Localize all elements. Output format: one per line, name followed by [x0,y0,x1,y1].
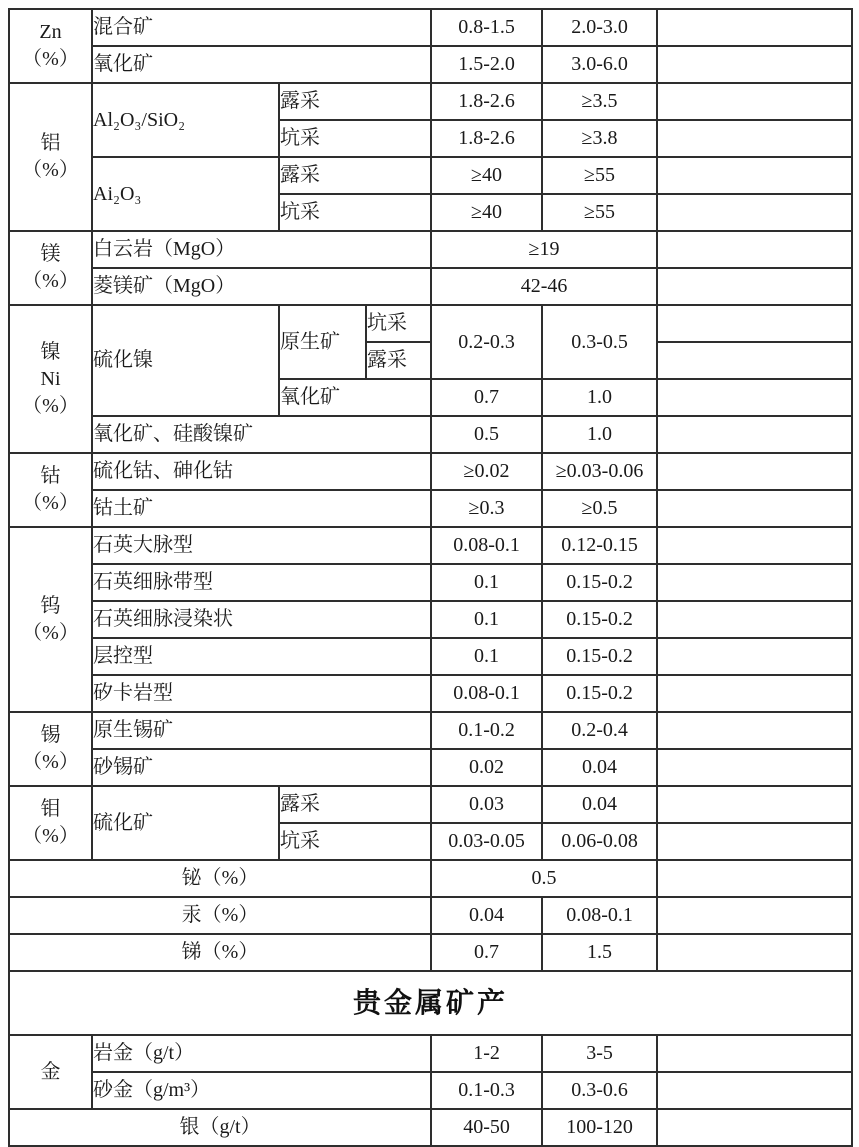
section-title-precious-metals: 贵金属矿产 [9,971,852,1035]
element-cell-zn: Zn （%） [9,9,92,83]
empty-cell [657,231,852,268]
empty-cell [657,749,852,786]
ore-type-cell: 坑采 [279,120,431,157]
empty-cell [657,83,852,120]
table-row [9,453,852,490]
table-row [9,490,852,527]
table-row [9,712,852,749]
table-row [9,305,852,342]
value-cell: ≥40 [431,194,542,231]
ore-type-cell: 坑采 [279,823,431,860]
empty-cell [657,712,852,749]
value-cell: 0.1-0.3 [431,1072,542,1109]
element-cell-au: 金 [9,1035,92,1109]
element-cell-sb: 锑（%） [9,934,431,971]
value-cell: 0.06-0.08 [542,823,657,860]
table-row [9,157,852,194]
ore-type-cell: 石英细脉带型 [92,564,431,601]
empty-cell [657,379,852,416]
element-cell-bi: 铋（%） [9,860,431,897]
empty-cell [657,1072,852,1109]
table-row [9,9,852,46]
value-cell: ≥3.5 [542,83,657,120]
ore-type-cell: 露采 [279,83,431,120]
value-cell: ≥19 [431,231,657,268]
table-row [9,897,852,934]
ore-type-cell: 原生锡矿 [92,712,431,749]
empty-cell [657,120,852,157]
empty-cell [657,638,852,675]
element-cell-w: 钨 （%） [9,527,92,712]
table-row [9,638,852,675]
table-row [9,564,852,601]
element-cell-sn: 锡 （%） [9,712,92,786]
empty-cell [657,934,852,971]
element-cell-hg: 汞（%） [9,897,431,934]
table-row [9,749,852,786]
value-cell: 42-46 [431,268,657,305]
empty-cell [657,157,852,194]
value-cell: 0.02 [431,749,542,786]
value-cell: 0.04 [431,897,542,934]
element-cell-al: 铝 （%） [9,83,92,231]
ore-type-cell: 石英细脉浸染状 [92,601,431,638]
value-cell: 0.03-0.05 [431,823,542,860]
element-cell-ag: 银（g/t） [9,1109,431,1146]
ore-type-cell: 氧化矿 [279,379,431,416]
ore-type-cell: 坑采 [366,305,431,342]
value-cell: 0.15-0.2 [542,564,657,601]
value-cell: 0.7 [431,379,542,416]
ore-type-cell: 钴土矿 [92,490,431,527]
value-cell: 0.5 [431,860,657,897]
empty-cell [657,564,852,601]
table-row [9,231,852,268]
grade-table-body [9,9,852,1146]
value-cell: 0.03 [431,786,542,823]
value-cell: 2.0-3.0 [542,9,657,46]
value-cell: 0.08-0.1 [542,897,657,934]
value-cell: ≥40 [431,157,542,194]
ore-type-cell: 露采 [279,786,431,823]
empty-cell [657,897,852,934]
table-row [9,675,852,712]
value-cell: 0.2-0.3 [431,305,542,379]
ore-type-cell: 坑采 [279,194,431,231]
table-row [9,971,852,1035]
value-cell: ≥3.8 [542,120,657,157]
value-cell: 0.7 [431,934,542,971]
value-cell: 0.15-0.2 [542,675,657,712]
value-cell: 0.15-0.2 [542,638,657,675]
value-cell: 3.0-6.0 [542,46,657,83]
ore-type-cell: 氧化矿、硅酸镍矿 [92,416,431,453]
empty-cell [657,194,852,231]
element-cell-mg: 镁 （%） [9,231,92,305]
ore-type-cell: Al₂O₃/SiO₂ [92,83,279,157]
value-cell: 0.8-1.5 [431,9,542,46]
value-cell: 40-50 [431,1109,542,1146]
table-row [9,601,852,638]
empty-cell [657,860,852,897]
ore-type-cell: 石英大脉型 [92,527,431,564]
value-cell: 1.0 [542,379,657,416]
empty-cell [657,527,852,564]
ore-type-cell: 层控型 [92,638,431,675]
value-cell: 0.2-0.4 [542,712,657,749]
value-cell: 0.3-0.6 [542,1072,657,1109]
empty-cell [657,786,852,823]
value-cell: 0.1 [431,564,542,601]
ore-type-cell: 砂金（g/m³） [92,1072,431,1109]
value-cell: 1.8-2.6 [431,120,542,157]
value-cell: 1.0 [542,416,657,453]
ore-type-cell: 硫化镍 [92,305,279,416]
value-cell: 1.8-2.6 [431,83,542,120]
value-cell: ≥55 [542,194,657,231]
empty-cell [657,9,852,46]
ore-type-cell: 混合矿 [92,9,431,46]
table-row [9,934,852,971]
table-row [9,1035,852,1072]
value-cell: ≥55 [542,157,657,194]
mineral-grade-table [8,8,853,1147]
ore-type-cell: 露采 [366,342,431,379]
ore-type-cell: Ai₂O₃ [92,157,279,231]
value-cell: 1.5-2.0 [431,46,542,83]
value-cell: 100-120 [542,1109,657,1146]
ore-type-cell: 原生矿 [279,305,366,379]
ore-type-cell: 岩金（g/t） [92,1035,431,1072]
table-row [9,83,852,120]
value-cell: 0.1 [431,638,542,675]
ore-type-cell: 氧化矿 [92,46,431,83]
empty-cell [657,823,852,860]
value-cell: 0.1 [431,601,542,638]
element-cell-ni: 镍 Ni （%） [9,305,92,453]
empty-cell [657,1035,852,1072]
empty-cell [657,268,852,305]
value-cell: 0.15-0.2 [542,601,657,638]
value-cell: 0.12-0.15 [542,527,657,564]
empty-cell [657,675,852,712]
table-row [9,46,852,83]
empty-cell [657,305,852,342]
value-cell: 0.1-0.2 [431,712,542,749]
value-cell: 1.5 [542,934,657,971]
empty-cell [657,342,852,379]
ore-type-cell: 硫化钴、砷化钴 [92,453,431,490]
value-cell: 3-5 [542,1035,657,1072]
table-row [9,416,852,453]
value-cell: 0.3-0.5 [542,305,657,379]
empty-cell [657,601,852,638]
empty-cell [657,1109,852,1146]
value-cell: 0.04 [542,749,657,786]
empty-cell [657,416,852,453]
empty-cell [657,46,852,83]
table-row [9,1109,852,1146]
value-cell: ≥0.03-0.06 [542,453,657,490]
table-row [9,268,852,305]
ore-type-cell: 白云岩（MgO） [92,231,431,268]
element-cell-co: 钴 （%） [9,453,92,527]
table-row [9,1072,852,1109]
ore-type-cell: 硫化矿 [92,786,279,860]
ore-type-cell: 露采 [279,157,431,194]
value-cell: 0.04 [542,786,657,823]
element-cell-mo: 钼 （%） [9,786,92,860]
value-cell: 0.08-0.1 [431,675,542,712]
value-cell: ≥0.3 [431,490,542,527]
empty-cell [657,453,852,490]
ore-type-cell: 菱镁矿（MgO） [92,268,431,305]
table-row [9,786,852,823]
value-cell: ≥0.02 [431,453,542,490]
empty-cell [657,490,852,527]
value-cell: 1-2 [431,1035,542,1072]
value-cell: 0.08-0.1 [431,527,542,564]
table-row [9,527,852,564]
ore-type-cell: 砂锡矿 [92,749,431,786]
table-row [9,860,852,897]
ore-type-cell: 矽卡岩型 [92,675,431,712]
value-cell: ≥0.5 [542,490,657,527]
value-cell: 0.5 [431,416,542,453]
